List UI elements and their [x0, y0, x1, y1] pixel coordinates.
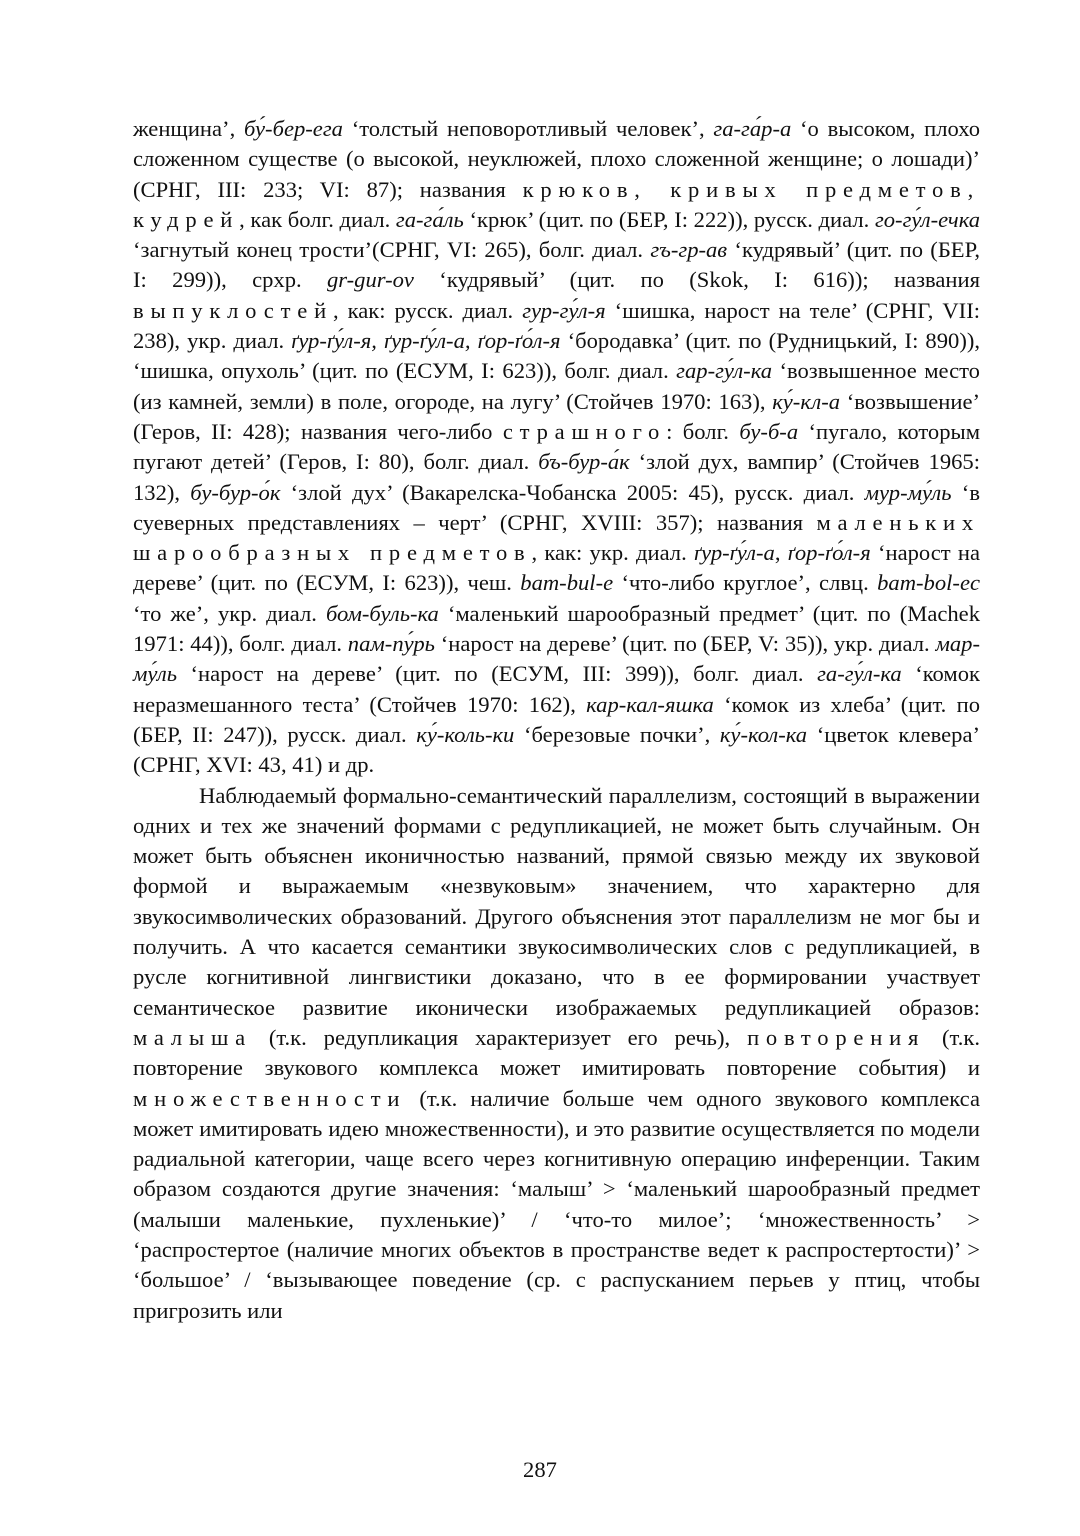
text-run: ‘комок из хлеба’ (цит. по (БЕР, II: 247)), русск. диал. [133, 691, 980, 747]
italic-word: гъ-гр-ав [650, 237, 728, 263]
text-run: , как: русск. диал. [332, 297, 523, 323]
text-run: ‘возвышенное место (из камней, земли) в поле, огороде, на лугу’ (Стойчев 1970: 163), [133, 358, 980, 414]
text-run: ‘нарост на дереве’ (цит. по (ЕСУМ, III: 399)), болг. диал. [176, 661, 818, 687]
text-run: ‘нарост на дереве’ (цит. по (БЕР, V: 35)), укр. диал. [434, 631, 936, 657]
text-run: : болг. [666, 418, 740, 444]
text-run: женщина’, [133, 116, 244, 141]
paragraph-2 [133, 781, 980, 1326]
paragraph-1 [133, 114, 980, 781]
text-run: ‘крюк’ (цит. по (БЕР, I: 222)), русск. диал. [463, 206, 875, 232]
italic-word: бу-бур-о́к [190, 479, 281, 505]
body-text [133, 114, 980, 1326]
spaced-emphasis: выпуклостей [133, 297, 333, 323]
italic-word: bam-bul-e [520, 570, 614, 596]
text-run: Наблюдаемый формально-семантический параллелизм, состоящий в выражении одних и тех же значений формами с редупликацией, не может быть случайным. Он может быть объяснен иконичностью названий, прямой связью между их звуковой формой и выражаемым «незвуковым» значением, что характерно для звукосимволических образований. Другого объяснения этот параллелизм не мог бы и получить. А что касается семантики звукосимволических слов с редупликацией, в русле когнитивной лингвистики доказано, что в ее формировании участвует семантическое развитие иконически изображаемых редупликацией образов: [133, 782, 980, 1020]
text-run: ‘то же’, укр. диал. [133, 600, 326, 626]
italic-word: ґор-ґо́л-я [787, 540, 871, 566]
italic-word: бу-б-а [739, 418, 799, 444]
text-run: ‘кудрявый’ (цит. по (БЕР, I: 299)), срхр. [133, 237, 980, 293]
italic-word: ку́-кол-ка [719, 721, 808, 747]
italic-word: гар-гу́л-ка [676, 358, 773, 384]
text-run: ‘нарост на дереве’ (цит. по (ЕСУМ, I: 623)), чеш. [133, 540, 981, 596]
italic-word: кар-кал-яшка [586, 691, 714, 717]
text-run: ‘бородавка’ (цит. по (Рудницький, I: 890)), ‘шишка, опухоль’ (цит. по (ЕСУМ, I: 623)), болг. диал. [133, 328, 981, 384]
italic-word: мур-му́ль [864, 479, 952, 505]
italic-word: га-гу́л-ка [817, 661, 902, 687]
italic-word: пам-пу́рь [347, 631, 435, 657]
text-run: ‘маленький шарообразный предмет’ (цит. по (Machek 1971: 44)), болг. диал. [133, 600, 980, 657]
italic-word: га-га́р-а [713, 116, 792, 141]
italic-word: го-гу́л-ечка [874, 206, 980, 232]
italic-word: мар-му́ль [133, 631, 980, 687]
text-run: ‘возвышение’ (Геров, II: 428); названия чего-либо [133, 388, 980, 444]
italic-word: bam-bol-ec [877, 570, 980, 596]
page-number: 287 [523, 1457, 557, 1482]
text-run: ‘злой дух, вампир’ (Стойчев 1965: 132), [133, 449, 980, 505]
spaced-emphasis: маленьких шарообразных предметов [133, 509, 980, 566]
text-run: , [774, 540, 788, 566]
text-run: ‘что-либо круглое’, слвц. [613, 570, 878, 596]
text-run: (т.к. редупликация характеризует его речь), [251, 1024, 748, 1050]
italic-word: гур-гу́л-я [522, 297, 606, 323]
italic-word: gr-gur-ov [327, 267, 414, 293]
text-run: ‘злой дух’ (Вакарелска-Чобанска 2005: 45), русск. диал. [280, 479, 865, 505]
text-run: ‘о высоком, плохо сложенном существе (о высокой, неуклюжей, плохо сложенной женщине; о лошади)’ (СРНГ, III: 233; VI: 87); названия [133, 116, 980, 202]
text-run: ‘березовые почки’, [514, 721, 720, 747]
italic-word: ґур-ґу́л-я, ґур-ґу́л-а, ґор-ґо́л-я [291, 328, 561, 354]
text-run: ‘загнутый конец трости’(СРНГ, VI: 265), болг. диал. [133, 237, 651, 263]
text-run: ‘толстый неповоротливый человек’, [342, 116, 714, 141]
italic-word: ку́-кл-а [772, 388, 841, 414]
spaced-emphasis: страшного [502, 418, 667, 444]
text-run: ‘в суеверных представлениях – черт’ (СРНГ, XVIII: 357); названия [133, 479, 980, 535]
text-run: (т.к. наличие больше чем одного звукового комплекса может имитировать идею множественности), и это развитие осуществляется по модели радиальной категории, чаще всего через когнитивную операцию инференции. Таким образом создаются другие значения: ‘малыш’ > ‘маленький шарообразный предмет (малыши маленькие, пухленькие)’ / ‘что-то милое’; ‘множественность’ > ‘распростертое (наличие многих объектов в пространстве ведет к распростертости)’ > ‘большое’ / ‘вызывающее поведение (ср. с распусканием перьев у птиц, чтобы пригрозить или [133, 1085, 980, 1323]
text-run: , как болг. диал. [239, 206, 396, 232]
spaced-emphasis: крюков, кривых предметов, кудрей [133, 176, 980, 232]
text-run: , как: укр. диал. [531, 540, 694, 566]
italic-word: га-га́ль [395, 206, 464, 232]
italic-word: бъ-бур-а́к [538, 449, 630, 475]
text-run: ‘пугало, которым пугают детей’ (Геров, I: 80), болг. диал. [133, 418, 981, 475]
text-run: ‘комок неразмешанного теста’ (Стойчев 1970: 162), [133, 661, 980, 717]
text-run: ‘шишка, нарост на теле’ (СРНГ, VII: 238), укр. диал. [133, 297, 980, 354]
spaced-emphasis: повторения [747, 1024, 926, 1050]
text-run: ‘кудрявый’ (цит. по (Skok, I: 616)); названия [413, 267, 980, 293]
spaced-emphasis: малыша [133, 1024, 252, 1050]
italic-word: бом-буль-ка [325, 600, 439, 626]
italic-word: бу́-бер-ега [243, 116, 343, 141]
text-run: ‘цветок клевера’ (СРНГ, XVI: 43, 41) и др. [133, 721, 981, 778]
italic-word: ку́-коль-ки [416, 721, 515, 747]
spaced-emphasis: множественности [133, 1085, 407, 1111]
text-run: (т.к. повторение звукового комплекса может имитировать повторение события) и [133, 1024, 980, 1081]
italic-word: ґур-ґу́л-а [693, 540, 775, 566]
